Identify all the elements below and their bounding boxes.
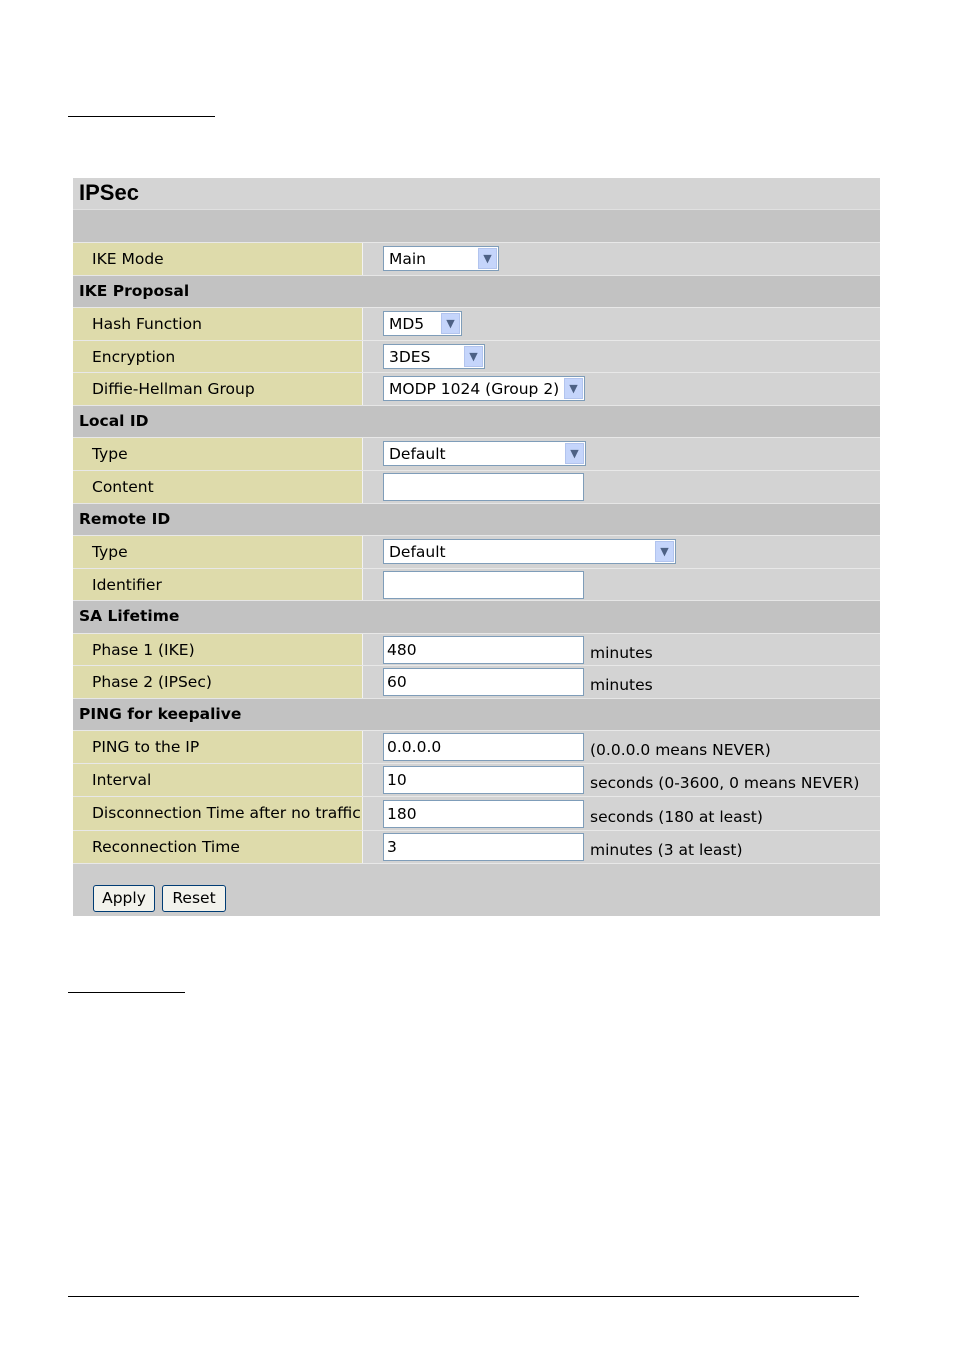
ping-ip-hint: (0.0.0.0 means NEVER) — [590, 741, 771, 759]
hash-function-row — [73, 307, 880, 340]
section-sa-lifetime: SA Lifetime — [73, 600, 880, 633]
ipsec-panel — [73, 178, 880, 913]
remote-id-identifier-input[interactable] — [383, 571, 584, 599]
ike-mode-select[interactable]: Main ▼ — [383, 246, 499, 271]
panel-title: IPSec — [79, 180, 139, 205]
phase2-row — [73, 665, 880, 698]
section-ike-proposal: IKE Proposal — [73, 275, 880, 308]
section-ping: PING for keepalive — [73, 698, 880, 731]
chevron-down-icon: ▼ — [564, 378, 583, 399]
panel-header — [73, 178, 880, 209]
reconnect-input[interactable]: 3 — [383, 833, 584, 861]
ping-ip-label: PING to the IP — [92, 738, 200, 756]
phase1-input[interactable]: 480 — [383, 636, 584, 664]
disconnect-label: Disconnection Time after no traffic — [92, 804, 361, 822]
top-underline — [68, 116, 215, 117]
interval-row — [73, 763, 880, 796]
disconnect-hint: seconds (180 at least) — [590, 808, 763, 826]
local-id-content-row — [73, 470, 880, 503]
dh-group-select[interactable]: MODP 1024 (Group 2) ▼ — [383, 376, 585, 401]
hash-function-select[interactable]: MD5 ▼ — [383, 311, 462, 336]
section-remote-id: Remote ID — [73, 503, 880, 536]
reconnect-row — [73, 830, 880, 864]
footer-rule — [68, 1296, 859, 1297]
local-id-type-row — [73, 437, 880, 470]
ike-mode-label: IKE Mode — [92, 250, 164, 268]
hash-function-label: Hash Function — [92, 315, 202, 333]
phase1-unit: minutes — [590, 644, 653, 662]
chevron-down-icon: ▼ — [565, 443, 584, 464]
phase2-label: Phase 2 (IPSec) — [92, 673, 212, 691]
remote-id-identifier-row — [73, 568, 880, 601]
ping-ip-input[interactable]: 0.0.0.0 — [383, 733, 584, 761]
blank-row — [73, 209, 880, 242]
reset-button[interactable]: Reset — [162, 885, 226, 912]
remote-id-type-label: Type — [92, 543, 128, 561]
phase1-label: Phase 1 (IKE) — [92, 641, 195, 659]
local-id-type-select[interactable]: Default ▼ — [383, 441, 586, 466]
interval-hint: seconds (0-3600, 0 means NEVER) — [590, 774, 860, 792]
phase2-unit: minutes — [590, 676, 653, 694]
local-id-type-label: Type — [92, 445, 128, 463]
middle-underline — [68, 992, 185, 993]
remote-id-type-select[interactable]: Default ▼ — [383, 539, 676, 564]
reconnect-hint: minutes (3 at least) — [590, 841, 743, 859]
chevron-down-icon: ▼ — [478, 248, 497, 269]
remote-id-type-row — [73, 535, 880, 568]
dh-group-label: Diffie-Hellman Group — [92, 380, 255, 398]
dh-group-row — [73, 372, 880, 405]
disconnect-row — [73, 796, 880, 831]
phase1-row — [73, 633, 880, 666]
apply-button[interactable]: Apply — [93, 885, 155, 912]
encryption-row — [73, 340, 880, 373]
interval-label: Interval — [92, 771, 152, 789]
encryption-label: Encryption — [92, 348, 176, 366]
chevron-down-icon: ▼ — [464, 346, 483, 367]
ike-mode-row — [73, 242, 880, 275]
disconnect-input[interactable]: 180 — [383, 800, 584, 828]
reconnect-label: Reconnection Time — [92, 838, 240, 856]
remote-id-identifier-label: Identifier — [92, 576, 162, 594]
ping-ip-row — [73, 730, 880, 763]
section-local-id: Local ID — [73, 405, 880, 438]
chevron-down-icon: ▼ — [441, 313, 460, 334]
phase2-input[interactable]: 60 — [383, 668, 584, 696]
interval-input[interactable]: 10 — [383, 766, 584, 794]
encryption-select[interactable]: 3DES ▼ — [383, 344, 485, 369]
button-row — [73, 863, 880, 916]
chevron-down-icon: ▼ — [655, 541, 674, 562]
local-id-content-input[interactable] — [383, 473, 584, 501]
local-id-content-label: Content — [92, 478, 154, 496]
